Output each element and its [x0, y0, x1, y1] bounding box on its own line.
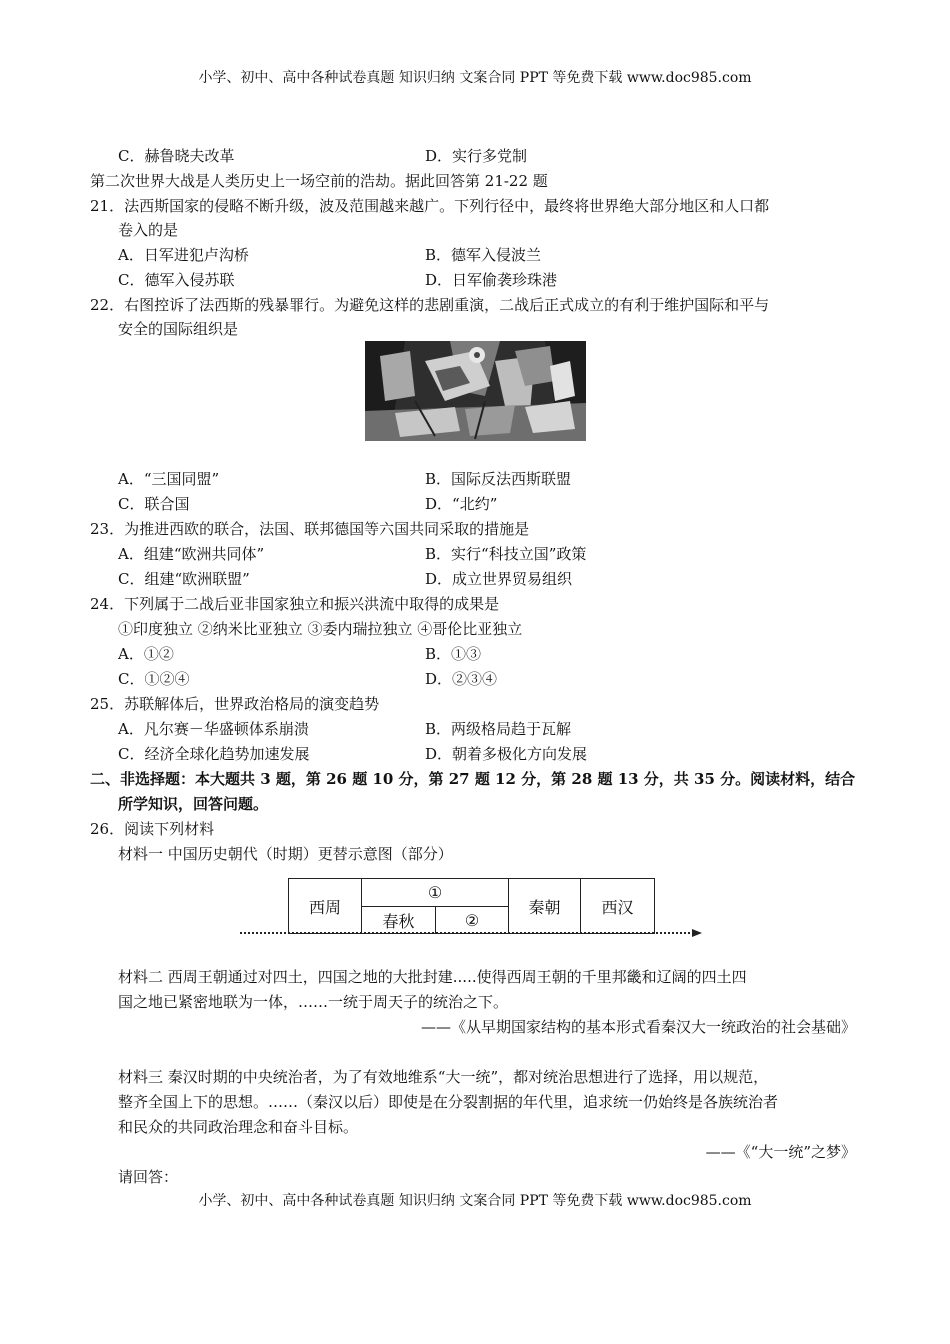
q26-ask: 请回答：: [118, 1168, 179, 1186]
q21-option-b: B．德军入侵波兰: [425, 246, 542, 264]
q26-material3-line-3: 和民众的共同政治理念和奋斗目标。: [118, 1118, 359, 1136]
q22-option-a: A．“三国同盟”: [118, 470, 220, 488]
painting-artwork: [365, 341, 586, 441]
q25-option-d: D．朝着多极化方向发展: [425, 745, 588, 763]
q23-option-a: A．组建“欧洲共同体”: [118, 545, 265, 563]
q24-option-c: C．①②④: [118, 670, 190, 688]
q21-stem-2: 卷入的是: [118, 221, 179, 239]
q26-stem: 26．阅读下列材料: [90, 820, 215, 838]
q22-option-c: C．联合国: [118, 495, 190, 513]
q25-option-c: C．经济全球化趋势加速发展: [118, 745, 310, 763]
q22-stem-2: 安全的国际组织是: [118, 320, 239, 338]
dynasty-timeline-diagram: [240, 878, 710, 938]
intro-21-22: 第二次世界大战是人类历史上一场空前的浩劫。据此回答第 21-22 题: [90, 172, 548, 190]
box-xizhou: 西周: [288, 878, 362, 934]
box-xihan: 西汉: [580, 878, 655, 934]
q24-option-d: D．②③④: [425, 670, 498, 688]
page-header: 小学、初中、高中各种试卷真题 知识归纳 文案合同 PPT 等免费下载 www.doc985.com: [198, 70, 752, 86]
guernica-painting-image: [365, 341, 586, 441]
q22-option-d: D．“北约”: [425, 495, 498, 513]
q26-material1-title: 材料一 中国历史朝代（时期）更替示意图（部分）: [118, 845, 453, 863]
q24-stem: 24．下列属于二战后亚非国家独立和振兴洪流中取得的成果是: [90, 595, 500, 613]
q22-option-b: B．国际反法西斯联盟: [425, 470, 572, 488]
q25-option-a: A．凡尔赛－华盛顿体系崩溃: [118, 720, 309, 738]
q23-stem: 23．为推进西欧的联合，法国、联邦德国等六国共同采取的措施是: [90, 520, 530, 538]
box-qin: 秦朝: [508, 878, 581, 934]
box-blank-2: ②: [435, 906, 509, 934]
q26-material2-line-1: 材料二 西周王朝通过对四土，四国之地的大批封建.....使得西周王朝的千里邦畿和辽阔的四土四: [118, 968, 747, 986]
q24-option-a: A．①②: [118, 645, 174, 663]
box-chunqiu: 春秋: [361, 906, 436, 934]
q21-option-a: A．日军进犯卢沟桥: [118, 246, 249, 264]
section2-heading-1: 二、非选择题：本大题共 3 题，第 26 题 10 分，第 27 题 12 分，第 28 题 13 分，共 35 分。阅读材料，结合: [90, 770, 856, 788]
q24-option-b: B．①③: [425, 645, 482, 663]
q24-items: ①印度独立 ②纳米比亚独立 ③委内瑞拉独立 ④哥伦比亚独立: [118, 620, 523, 638]
box-blank-1: ①: [361, 878, 509, 907]
section2-heading-2: 所学知识，回答问题。: [118, 795, 269, 813]
q26-material3-source: ——《“大一统”之梦》: [705, 1143, 856, 1161]
q25-option-b: B．两级格局趋于瓦解: [425, 720, 572, 738]
q23-option-b: B．实行“科技立国”政策: [425, 545, 587, 563]
q26-material3-line-2: 整齐全国上下的思想。……（秦汉以后）即使是在分裂割据的年代里，追求统一仍始终是各族统治者: [118, 1093, 779, 1111]
q26-material2-line-2: 国之地已紧密地联为一体，……一统于周天子的统治之下。: [118, 993, 509, 1011]
q21-option-c: C．德军入侵苏联: [118, 271, 235, 289]
timeline-arrow: [240, 928, 710, 938]
q26-material2-source: ——《从早期国家结构的基本形式看秦汉大一统政治的社会基础》: [420, 1018, 856, 1036]
q26-material3-line-1: 材料三 秦汉时期的中央统治者，为了有效地维系“大一统”，都对统治思想进行了选择，用以规范，: [118, 1068, 769, 1086]
page-footer: 小学、初中、高中各种试卷真题 知识归纳 文案合同 PPT 等免费下载 www.doc985.com: [198, 1193, 752, 1209]
q20-option-c: C．赫鲁晓夫改革: [118, 147, 235, 165]
q21-option-d: D．日军偷袭珍珠港: [425, 271, 558, 289]
q23-option-d: D．成立世界贸易组织: [425, 570, 573, 588]
q20-option-d: D．实行多党制: [425, 147, 528, 165]
q25-stem: 25．苏联解体后，世界政治格局的演变趋势: [90, 695, 380, 713]
q21-stem-1: 21．法西斯国家的侵略不断升级，波及范围越来越广。下列行径中，最终将世界绝大部分地区和人口都: [90, 197, 770, 215]
q22-stem-1: 22．右图控诉了法西斯的残暴罪行。为避免这样的悲剧重演，二战后正式成立的有利于维护国际和平与: [90, 296, 770, 314]
q23-option-c: C．组建“欧洲联盟”: [118, 570, 250, 588]
